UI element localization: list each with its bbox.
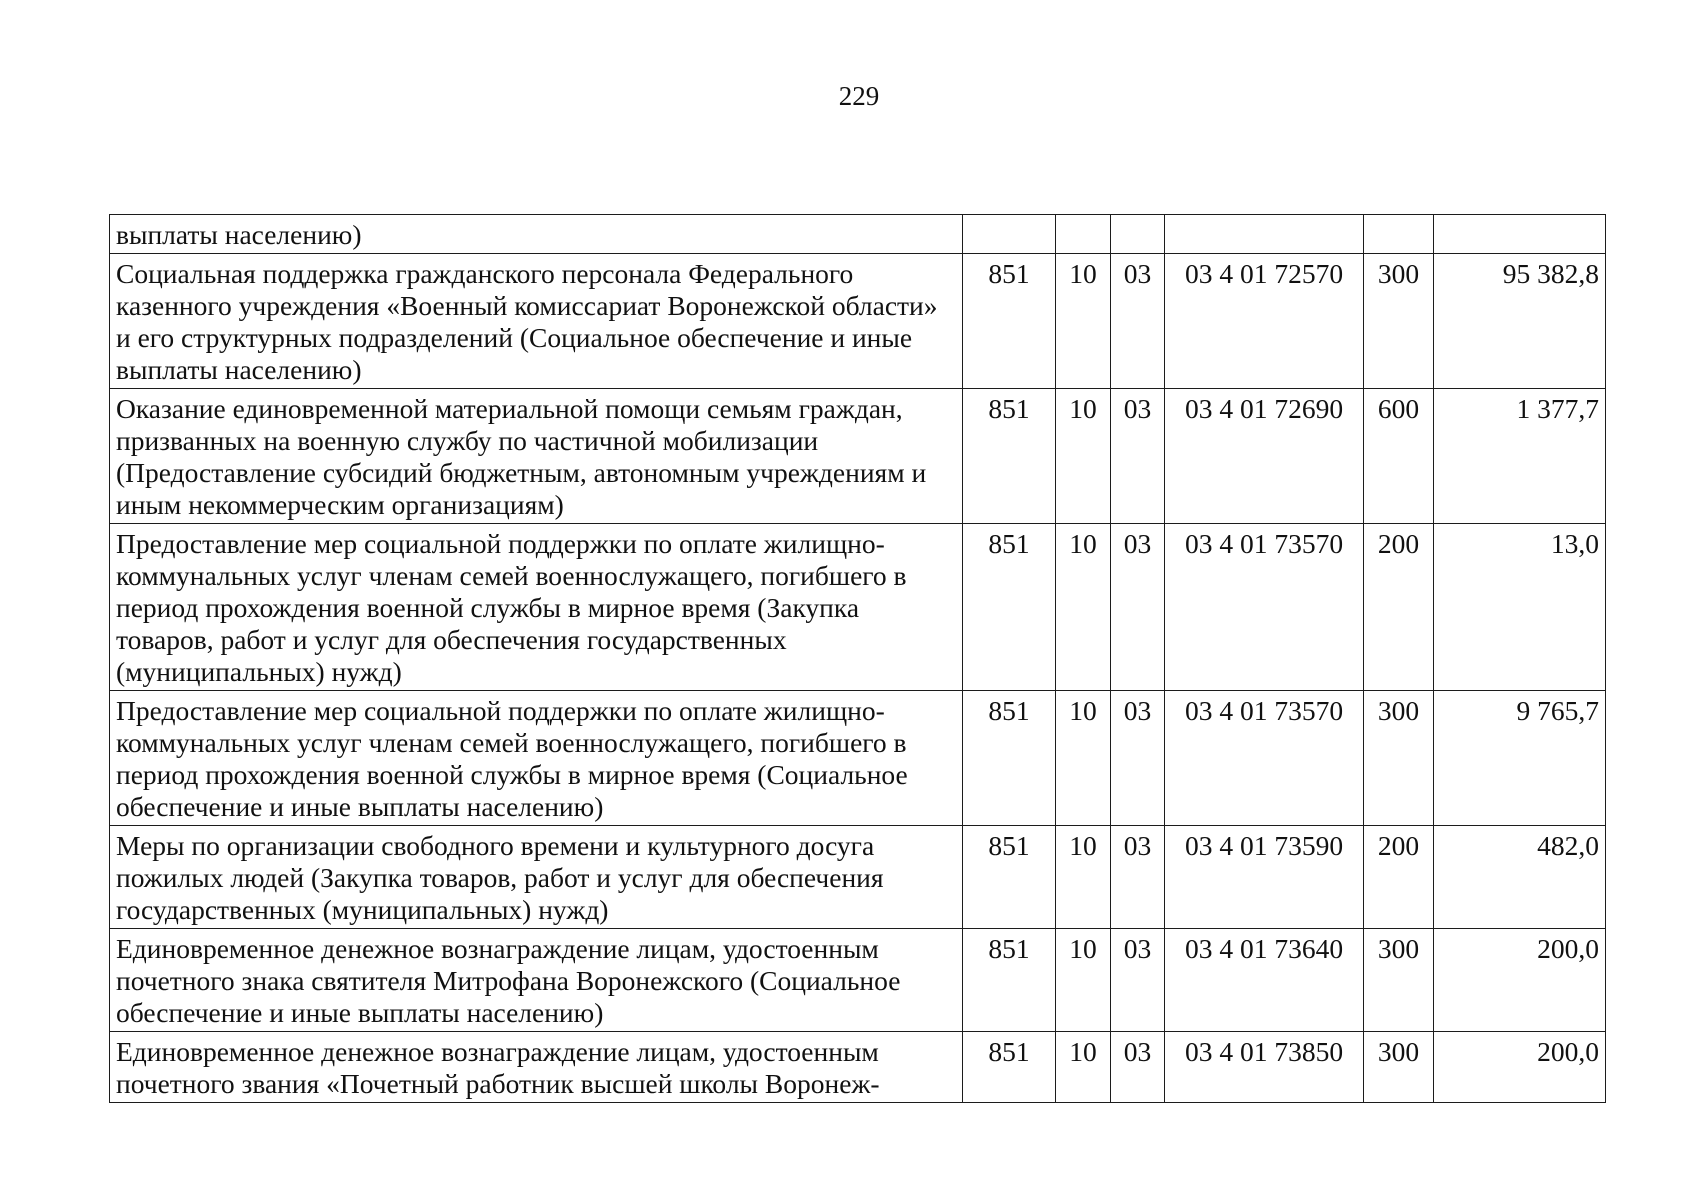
target-article-code (1165, 215, 1364, 254)
section-code: 10 (1056, 389, 1111, 524)
section-code: 10 (1056, 929, 1111, 1032)
table-row (110, 524, 1606, 691)
target-article-code: 03 4 01 73570 (1165, 691, 1364, 826)
grbs-code: 851 (963, 389, 1056, 524)
subsection-code: 03 (1111, 389, 1165, 524)
grbs-code: 851 (963, 691, 1056, 826)
amount: 200,0 (1434, 1032, 1606, 1103)
row-description: Единовременное денежное вознаграждение лицам, удостоенным почетного знака святителя Митрофана Воронежского (Социальное обеспечение и иные выплаты населению) (110, 929, 963, 1032)
target-article-code: 03 4 01 73850 (1165, 1032, 1364, 1103)
row-description: Предоставление мер социальной поддержки по оплате жилищно-коммунальных услуг членам семей военнослужащего, погибшего в период прохождения военной службы в мирное время (Социальное обеспечение и иные выплаты населению) (110, 691, 963, 826)
expense-type-code: 300 (1364, 254, 1434, 389)
subsection-code: 03 (1111, 826, 1165, 929)
expense-type-code: 200 (1364, 826, 1434, 929)
amount: 482,0 (1434, 826, 1606, 929)
table-row (110, 254, 1606, 389)
expense-type-code: 300 (1364, 929, 1434, 1032)
table-row (110, 691, 1606, 826)
subsection-code (1111, 215, 1165, 254)
expense-type-code: 300 (1364, 1032, 1434, 1103)
page-number: 229 (838, 81, 880, 111)
target-article-code: 03 4 01 72690 (1165, 389, 1364, 524)
row-description: Единовременное денежное вознаграждение лицам, удостоенным почетного звания «Почетный работник высшей школы Воронеж- (110, 1032, 963, 1103)
grbs-code: 851 (963, 524, 1056, 691)
target-article-code: 03 4 01 73570 (1165, 524, 1364, 691)
subsection-code: 03 (1111, 691, 1165, 826)
subsection-code: 03 (1111, 1032, 1165, 1103)
section-code: 10 (1056, 524, 1111, 691)
expense-type-code: 200 (1364, 524, 1434, 691)
target-article-code: 03 4 01 73590 (1165, 826, 1364, 929)
section-code: 10 (1056, 254, 1111, 389)
subsection-code: 03 (1111, 524, 1165, 691)
grbs-code: 851 (963, 254, 1056, 389)
subsection-code: 03 (1111, 254, 1165, 389)
row-description: выплаты населению) (110, 215, 963, 254)
row-description: Оказание единовременной материальной помощи семьям граждан, призванных на военную службу по частичной мобилизации (Предоставление субсидий бюджетным, автономным учреждениям и иным некоммерческим организациям) (110, 389, 963, 524)
table-row (110, 1032, 1606, 1103)
grbs-code: 851 (963, 929, 1056, 1032)
amount: 9 765,7 (1434, 691, 1606, 826)
amount: 13,0 (1434, 524, 1606, 691)
amount: 200,0 (1434, 929, 1606, 1032)
expense-type-code: 300 (1364, 691, 1434, 826)
target-article-code: 03 4 01 72570 (1165, 254, 1364, 389)
table-row (110, 826, 1606, 929)
section-code: 10 (1056, 826, 1111, 929)
section-code: 10 (1056, 691, 1111, 826)
section-code: 10 (1056, 1032, 1111, 1103)
amount: 1 377,7 (1434, 389, 1606, 524)
expense-type-code (1364, 215, 1434, 254)
table-row (110, 215, 1606, 254)
section-code (1056, 215, 1111, 254)
row-description: Предоставление мер социальной поддержки по оплате жилищно-коммунальных услуг членам семей военнослужащего, погибшего в период прохождения военной службы в мирное время (Закупка товаров, работ и услуг для обеспечения государственных (муниципальных) нужд) (110, 524, 963, 691)
table-row (110, 929, 1606, 1032)
row-description: Социальная поддержка гражданского персонала Федерального казенного учреждения «Военный комиссариат Воронежской области» и его структурных подразделений (Социальное обеспечение и иные выплаты населению) (110, 254, 963, 389)
row-description: Меры по организации свободного времени и культурного досуга пожилых людей (Закупка товаров, работ и услуг для обеспечения государственных (муниципальных) нужд) (110, 826, 963, 929)
expense-type-code: 600 (1364, 389, 1434, 524)
budget-table (109, 214, 1606, 1103)
grbs-code: 851 (963, 826, 1056, 929)
grbs-code (963, 215, 1056, 254)
grbs-code: 851 (963, 1032, 1056, 1103)
subsection-code: 03 (1111, 929, 1165, 1032)
amount (1434, 215, 1606, 254)
amount: 95 382,8 (1434, 254, 1606, 389)
target-article-code: 03 4 01 73640 (1165, 929, 1364, 1032)
table-row (110, 389, 1606, 524)
